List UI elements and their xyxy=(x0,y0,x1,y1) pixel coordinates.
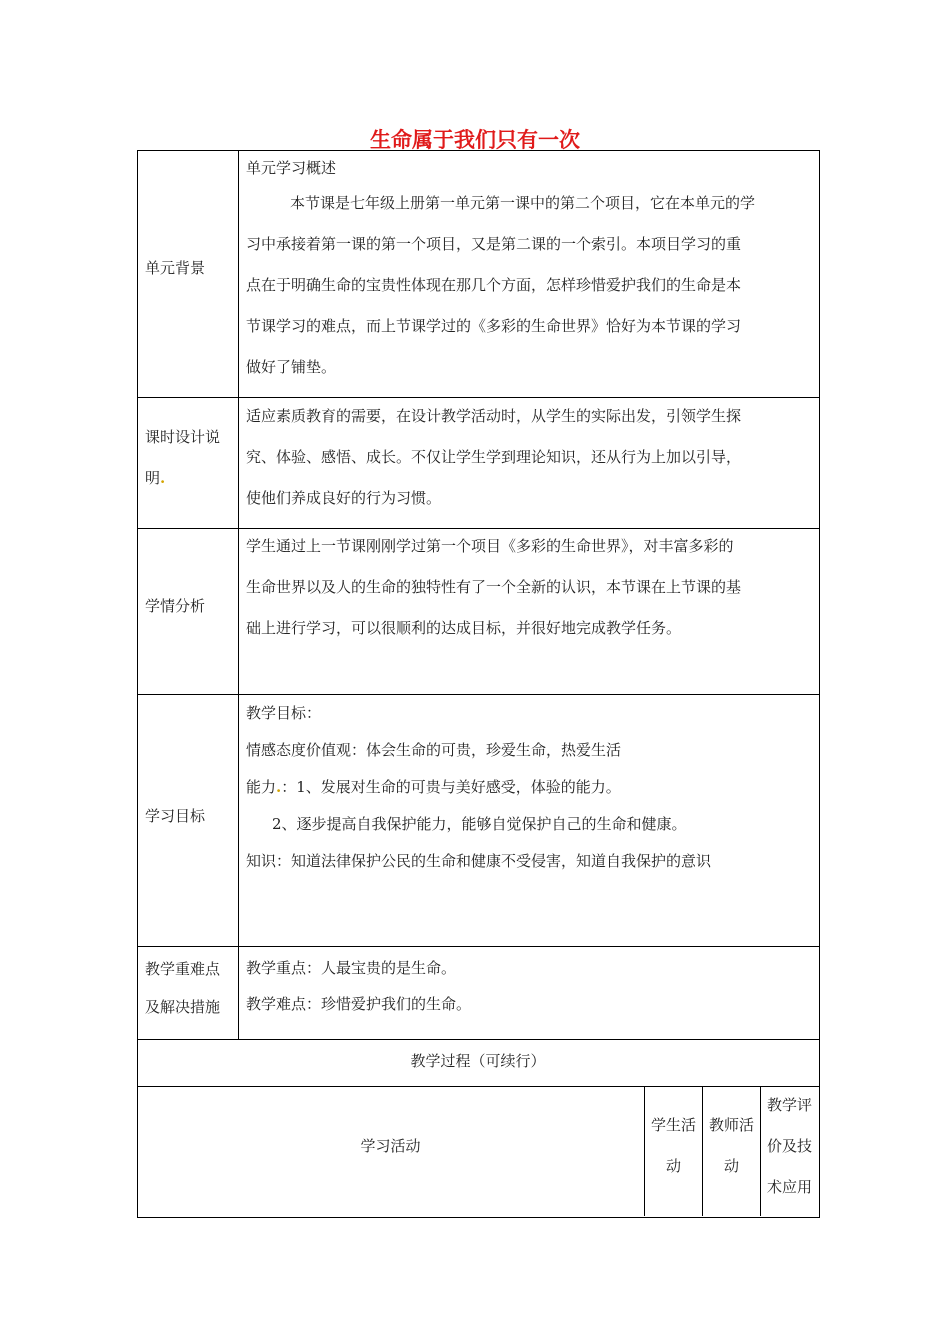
header-line: 学生活 xyxy=(650,1116,696,1134)
paragraph-line: 点在于明确生命的宝贵性体现在那几个方面，怎样珍惜爱护我们的生命是本 xyxy=(246,276,742,294)
ability-prefix: 能力 xyxy=(246,778,277,796)
header-line: 教学评 xyxy=(766,1096,812,1114)
row-divider xyxy=(137,946,819,947)
header-line: 教师活 xyxy=(708,1116,754,1134)
objectives-text xyxy=(246,695,816,880)
header-evaluation xyxy=(760,1085,819,1208)
label-line: 明 xyxy=(145,469,161,487)
label-line: 课时设计说 xyxy=(145,428,221,446)
header-line: 术应用 xyxy=(766,1178,812,1196)
header-line: 动 xyxy=(723,1157,739,1175)
header-teacher-activity xyxy=(702,1105,761,1187)
objective-knowledge: 知识：知道法律保护公民的生命和健康不受侵害，知道自我保护的意识 xyxy=(246,852,712,870)
teaching-difficulty: 教学难点：珍惜爱护我们的生命。 xyxy=(246,995,472,1013)
row-label-design xyxy=(145,417,220,499)
paragraph-line: 习中承接着第一课的第一个项目，又是第二课的一个索引。本项目学习的重 xyxy=(246,235,742,253)
row-label-analysis: 学情分析 xyxy=(145,597,206,615)
analysis-text xyxy=(246,526,816,649)
header-line: 价及技 xyxy=(766,1137,812,1155)
objective-ability-1 xyxy=(246,769,816,806)
paragraph-line: 本节课是七年级上册第一单元第一课中的第二个项目，它在本单元的学 xyxy=(290,194,756,212)
mark-dot: . xyxy=(160,469,166,487)
design-text xyxy=(246,396,816,519)
paragraph-line: 生命世界以及人的生命的独特性有了一个全新的认识，本节课在上节课的基 xyxy=(246,578,742,596)
label-line: 教学重难点 xyxy=(145,960,221,978)
paragraph-line: 础上进行学习，可以很顺利的达成目标，并很好地完成教学任务。 xyxy=(246,619,682,637)
key-points-text xyxy=(246,950,816,1022)
row-label-objectives: 学习目标 xyxy=(145,807,206,825)
row-label-key-points xyxy=(145,950,220,1026)
objective-ability-2: 2、逐步提高自我保护能力，能够自觉保护自己的生命和健康。 xyxy=(272,815,687,833)
column-divider xyxy=(238,150,239,1039)
header-learning-activity: 学习活动 xyxy=(360,1137,421,1155)
paragraph-line: 使他们养成良好的行为习惯。 xyxy=(246,489,442,507)
paragraph-line: 适应素质教育的需要，在设计教学活动时，从学生的实际出发，引领学生探 xyxy=(246,407,742,425)
mark-dot: . xyxy=(276,778,282,796)
objective-attitude: 情感态度价值观：体会生命的可贵，珍爱生命，热爱生活 xyxy=(246,741,622,759)
objectives-heading: 教学目标： xyxy=(246,704,322,722)
paragraph-line: 究、体验、感悟、成长。不仅让学生学到理论知识，还从行为上加以引导， xyxy=(246,448,742,466)
row-label-background: 单元背景 xyxy=(145,259,206,277)
header-line: 动 xyxy=(665,1157,681,1175)
paragraph-line: 做好了铺垫。 xyxy=(246,358,337,376)
process-heading: 教学过程（可续行） xyxy=(410,1052,546,1070)
background-heading: 单元学习概述 xyxy=(246,159,337,177)
paragraph-line: 节课学习的难点，而上节课学过的《多彩的生命世界》恰好为本节课的学习 xyxy=(246,317,742,335)
label-line: 及解决措施 xyxy=(145,998,221,1016)
row-divider xyxy=(137,1086,819,1087)
paragraph-line: 学生通过上一节课刚刚学过第一个项目《多彩的生命世界》，对丰富多彩的 xyxy=(246,537,734,555)
ability-text: ：1、发展对生命的可贵与美好感受，体验的能力。 xyxy=(281,778,621,796)
background-paragraph xyxy=(246,183,816,388)
header-student-activity xyxy=(644,1105,703,1187)
row-divider xyxy=(137,1039,819,1040)
teaching-focus: 教学重点：人最宝贵的是生命。 xyxy=(246,959,457,977)
document-title: 生命属于我们只有一次 xyxy=(370,128,580,152)
